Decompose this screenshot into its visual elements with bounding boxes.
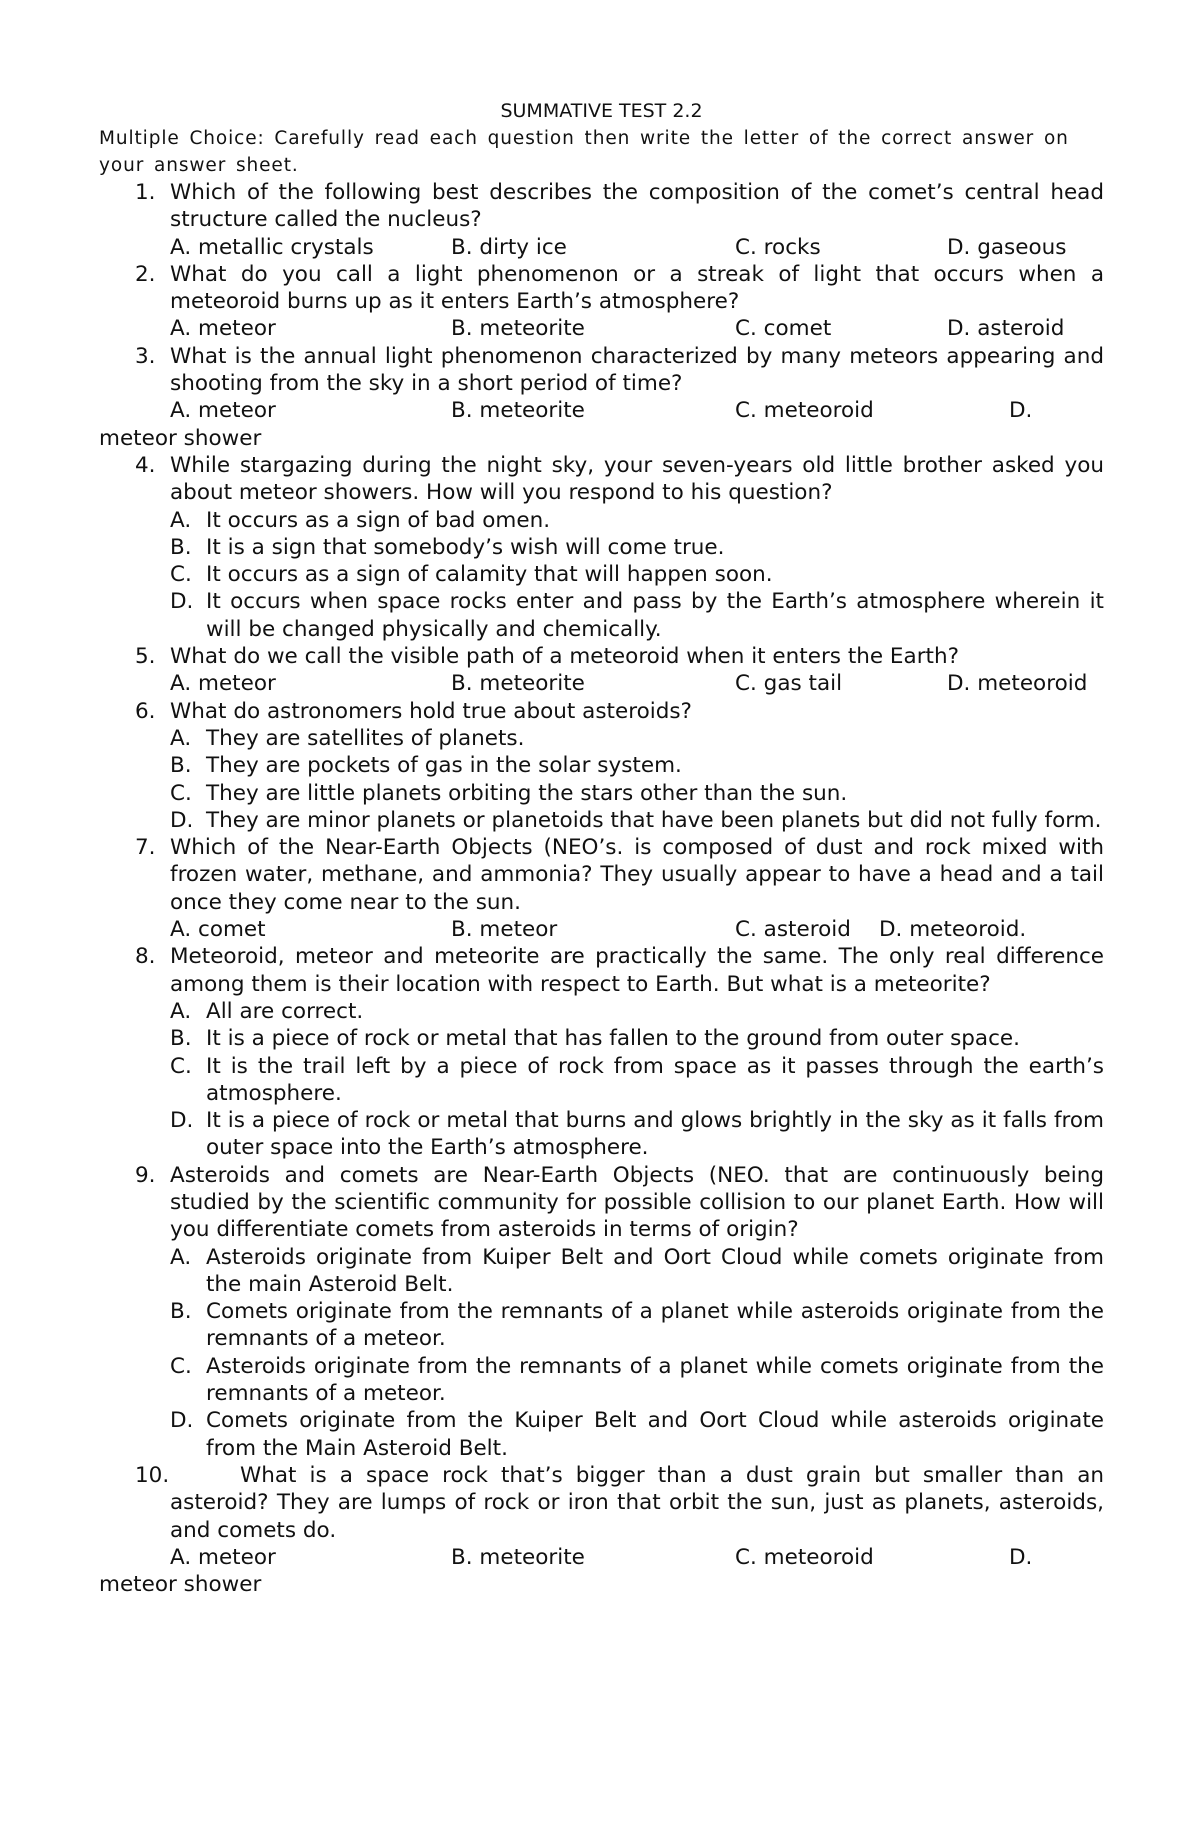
option-text: It occurs when space rocks enter and pass by the Earth’s atmosphere wherein it will be changed physically and chemically. — [206, 589, 1104, 642]
option-text: It is the trail left by a piece of rock from space as it passes through the earth’s atmosphere. — [206, 1053, 1104, 1106]
option-d-text: meteor shower — [99, 1572, 262, 1598]
question-text: Meteoroid, meteor and meteorite are practically the same. The only real difference among them is their location with respect to Earth. But what is a meteorite? — [170, 944, 1104, 997]
option-item — [99, 588, 1104, 643]
option-letter: C. — [170, 1053, 192, 1079]
option-letter: C. — [170, 562, 192, 588]
option-b: B. meteorite — [451, 1544, 585, 1570]
option-letter: D. — [170, 807, 194, 833]
question-text: What do you call a light phenomenon or a streak of light that occurs when a meteoroid burns up as it enters Earth’s atmosphere? — [170, 261, 1104, 315]
option-a: A. meteor — [170, 398, 276, 424]
option-b: B. meteorite — [451, 316, 585, 342]
option-c: C. meteoroid — [735, 1544, 874, 1570]
question-2 — [99, 261, 1104, 316]
option-item — [99, 1025, 1104, 1052]
option-a: A. meteor — [170, 316, 276, 342]
option-item — [99, 1244, 1104, 1299]
option-letter: D. — [170, 589, 194, 615]
question-number: 5. — [135, 644, 156, 670]
question-5 — [99, 643, 1104, 670]
options-row — [99, 234, 1104, 261]
option-b: B. meteorite — [451, 398, 585, 424]
option-a: A. comet — [170, 917, 266, 943]
question-text: What is the annual light phenomenon characterized by many meteors appearing and shooting from the sky in a short period of time? — [170, 343, 1104, 397]
option-text: They are pockets of gas in the solar system. — [206, 753, 682, 779]
question-8 — [99, 943, 1104, 998]
option-b: B. dirty ice — [451, 234, 567, 260]
option-d-text: meteor shower — [99, 425, 262, 451]
options-row — [99, 315, 1104, 342]
question-number: 1. — [135, 180, 156, 205]
option-a: A. metallic crystals — [170, 234, 374, 260]
option-item — [99, 998, 1104, 1025]
option-item — [99, 507, 1104, 534]
option-a: A. meteor — [170, 1544, 276, 1570]
question-text: Which of the Near-Earth Objects (NEO’s. is composed of dust and rock mixed with frozen water, methane, and ammonia? They usually appear to have a head and a tail once they come near to the sun. — [170, 835, 1104, 915]
question-9 — [99, 1162, 1104, 1244]
option-letter: B. — [170, 534, 192, 560]
option-c: C. gas tail — [735, 671, 843, 697]
option-b: B. meteor — [451, 917, 558, 943]
option-d: D. meteoroid. — [879, 917, 1027, 943]
question-number: 2. — [135, 261, 156, 287]
option-item — [99, 534, 1104, 561]
question-text: Which of the following best describes the composition of the comet’s central head structure called the nucleus? — [170, 180, 1104, 233]
option-text: Asteroids originate from Kuiper Belt and Oort Cloud while comets originate from the main Asteroid Belt. — [206, 1244, 1104, 1297]
question-6 — [99, 698, 1104, 725]
question-7 — [99, 834, 1104, 916]
option-text: Comets originate from the remnants of a planet while asteroids originate from the remnants of a meteor. — [206, 1299, 1104, 1352]
option-item — [99, 1353, 1104, 1408]
instructions: Multiple Choice: Carefully read each question then write the letter of the correct answer on your answer sheet. — [99, 128, 1069, 176]
option-text: It is a piece of rock or metal that has fallen to the ground from outer space. — [206, 1026, 1020, 1052]
option-c: C. rocks — [735, 234, 821, 260]
question-number: 10. — [135, 1462, 170, 1488]
option-d: D. gaseous — [947, 234, 1067, 260]
question-text: While stargazing during the night sky, your seven-years old little brother asked you about meteor showers. How will you respond to his question? — [170, 452, 1104, 506]
option-text: All are correct. — [206, 998, 364, 1024]
option-letter: A. — [170, 507, 192, 533]
question-number: 4. — [135, 452, 156, 478]
option-text: It occurs as a sign of bad omen. — [206, 507, 551, 533]
option-d-letter: D. — [1009, 398, 1033, 424]
option-d: D. asteroid — [947, 316, 1065, 342]
page-title: SUMMATIVE TEST 2.2 — [500, 100, 703, 122]
option-item — [99, 561, 1104, 588]
option-item — [99, 725, 1104, 752]
options-row — [99, 397, 1104, 424]
question-text: What do we call the visible path of a meteoroid when it enters the Earth? — [170, 644, 960, 670]
question-text: What do astronomers hold true about asteroids? — [170, 698, 692, 724]
question-text: Asteroids and comets are Near-Earth Objects (NEO. that are continuously being studied by the scientific community for possible collision to our planet Earth. How will you differentiate comets from asteroids in terms of origin? — [170, 1162, 1104, 1243]
question-text: What is a space rock that’s bigger than a dust grain but smaller than an asteroid? They are lumps of rock or iron that orbit the sun, just as planets, asteroids, and comets do. — [170, 1462, 1104, 1543]
options-row — [99, 1544, 1104, 1571]
option-letter: C. — [170, 780, 192, 806]
question-number: 6. — [135, 698, 156, 724]
option-letter: B. — [170, 1026, 192, 1052]
question-3 — [99, 343, 1104, 398]
options-list — [99, 725, 1104, 834]
options-row — [99, 670, 1104, 697]
option-b: B. meteorite — [451, 671, 585, 697]
test-content — [99, 98, 1104, 1598]
option-item — [99, 1298, 1104, 1353]
question-number: 8. — [135, 944, 156, 970]
option-text: They are little planets orbiting the stars other than the sun. — [206, 780, 848, 806]
option-text: Comets originate from the Kuiper Belt and Oort Cloud while asteroids originate from the Main Asteroid Belt. — [206, 1408, 1104, 1461]
option-c: C. asteroid — [735, 917, 851, 943]
option-c: C. meteoroid — [735, 398, 874, 424]
option-d: D. meteoroid — [947, 671, 1088, 697]
option-item — [99, 780, 1104, 807]
option-a: A. meteor — [170, 671, 276, 697]
option-item — [99, 1107, 1104, 1162]
question-number: 7. — [135, 835, 156, 861]
option-letter: A. — [170, 998, 192, 1024]
question-1 — [99, 179, 1104, 234]
option-letter: B. — [170, 1299, 192, 1325]
question-number: 9. — [135, 1162, 156, 1188]
question-10 — [99, 1462, 1104, 1544]
option-item — [99, 1407, 1104, 1462]
option-item — [99, 807, 1104, 834]
option-letter: B. — [170, 753, 192, 779]
option-letter: A. — [170, 725, 192, 751]
option-text: They are satellites of planets. — [206, 725, 525, 751]
option-text: It is a piece of rock or metal that burns and glows brightly in the sky as it falls from outer space into the Earth’s atmosphere. — [206, 1108, 1104, 1161]
option-c: C. comet — [735, 316, 832, 342]
option-text: It occurs as a sign of calamity that will happen soon. — [206, 562, 773, 588]
options-row — [99, 916, 1104, 943]
options-list — [99, 1244, 1104, 1462]
option-item — [99, 1053, 1104, 1108]
option-letter: D. — [170, 1108, 194, 1134]
option-letter: D. — [170, 1408, 194, 1434]
options-list — [99, 998, 1104, 1162]
option-d-letter: D. — [1009, 1544, 1033, 1570]
option-item — [99, 752, 1104, 779]
option-text: Asteroids originate from the remnants of a planet while comets originate from the remnants of a meteor. — [206, 1353, 1104, 1407]
option-letter: A. — [170, 1244, 192, 1270]
question-number: 3. — [135, 343, 156, 369]
option-letter: C. — [170, 1353, 192, 1379]
options-list — [99, 507, 1104, 643]
question-4 — [99, 452, 1104, 507]
option-text: They are minor planets or planetoids that have been planets but did not fully form. — [206, 807, 1102, 833]
option-text: It is a sign that somebody’s wish will come true. — [206, 534, 725, 560]
